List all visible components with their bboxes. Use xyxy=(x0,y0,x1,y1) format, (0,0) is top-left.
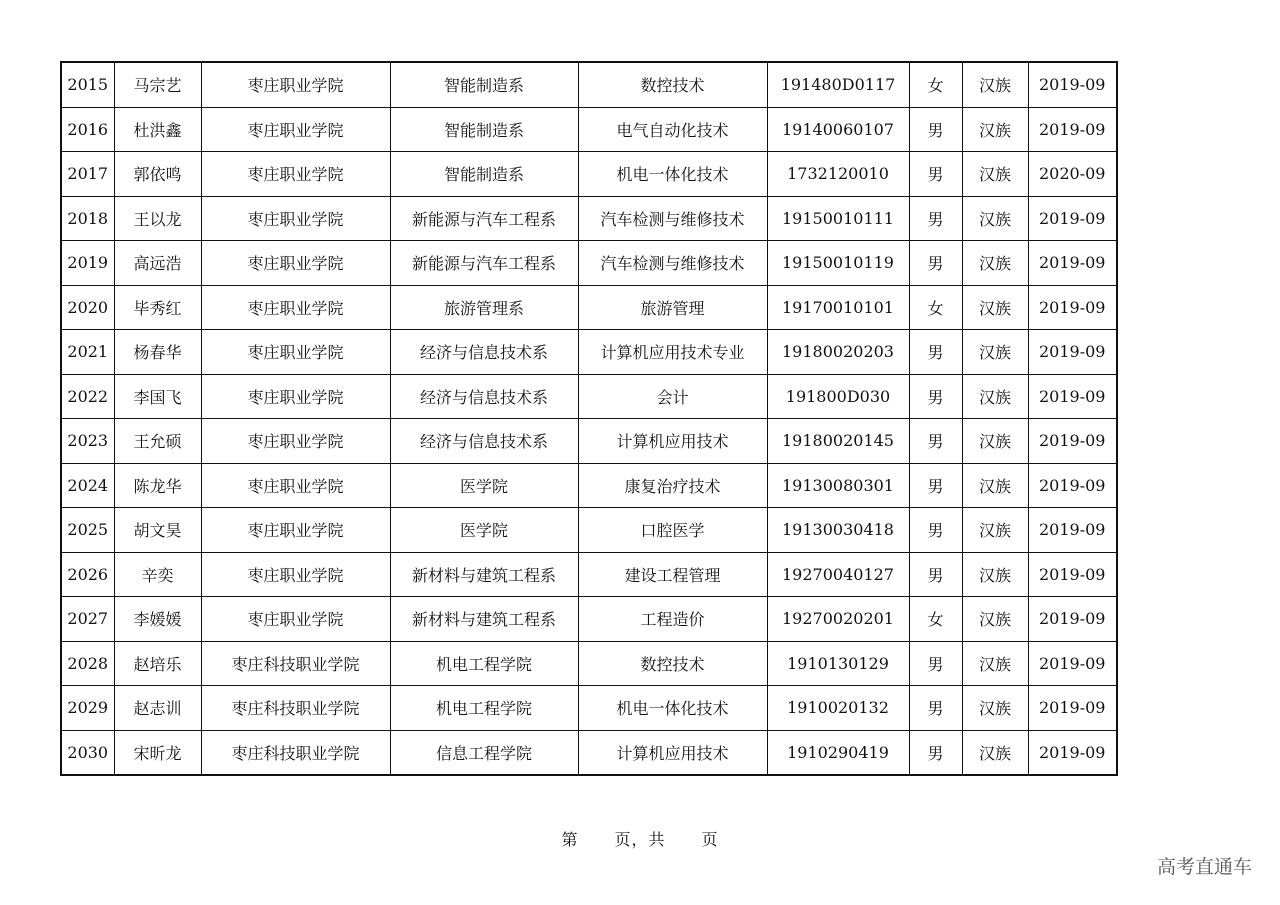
major-cell: 汽车检测与维修技术 xyxy=(578,241,767,286)
student-id-cell: 19170010101 xyxy=(767,285,909,330)
major-cell: 建设工程管理 xyxy=(578,552,767,597)
row-number-cell: 2019 xyxy=(61,241,114,286)
gender-cell: 男 xyxy=(909,463,962,508)
student-id-cell: 19180020203 xyxy=(767,330,909,375)
row-number-cell: 2025 xyxy=(61,508,114,553)
student-name-cell: 王以龙 xyxy=(114,196,201,241)
enrollment-date-cell: 2019-09 xyxy=(1028,419,1117,464)
major-cell: 汽车检测与维修技术 xyxy=(578,196,767,241)
school-cell: 枣庄职业学院 xyxy=(201,330,390,375)
table-row xyxy=(61,241,1117,286)
gender-cell: 男 xyxy=(909,196,962,241)
page-label-suffix: 页 xyxy=(701,830,719,849)
row-number-cell: 2015 xyxy=(61,62,114,107)
student-name-cell: 辛奕 xyxy=(114,552,201,597)
student-name-cell: 赵志训 xyxy=(114,686,201,731)
school-cell: 枣庄职业学院 xyxy=(201,374,390,419)
school-cell: 枣庄职业学院 xyxy=(201,196,390,241)
enrollment-date-cell: 2019-09 xyxy=(1028,374,1117,419)
department-cell: 经济与信息技术系 xyxy=(390,374,578,419)
ethnicity-cell: 汉族 xyxy=(962,597,1028,642)
row-number-cell: 2030 xyxy=(61,730,114,775)
school-cell: 枣庄职业学院 xyxy=(201,285,390,330)
student-id-cell: 19150010119 xyxy=(767,241,909,286)
school-cell: 枣庄职业学院 xyxy=(201,419,390,464)
gender-cell: 男 xyxy=(909,641,962,686)
student-id-cell: 19270020201 xyxy=(767,597,909,642)
student-name-cell: 宋昕龙 xyxy=(114,730,201,775)
table-row xyxy=(61,419,1117,464)
table-row xyxy=(61,686,1117,731)
major-cell: 机电一体化技术 xyxy=(578,152,767,197)
enrollment-date-cell: 2019-09 xyxy=(1028,597,1117,642)
row-number-cell: 2016 xyxy=(61,107,114,152)
ethnicity-cell: 汉族 xyxy=(962,196,1028,241)
major-cell: 机电一体化技术 xyxy=(578,686,767,731)
department-cell: 旅游管理系 xyxy=(390,285,578,330)
major-cell: 计算机应用技术专业 xyxy=(578,330,767,375)
student-id-cell: 191480D0117 xyxy=(767,62,909,107)
gender-cell: 男 xyxy=(909,552,962,597)
gender-cell: 男 xyxy=(909,419,962,464)
ethnicity-cell: 汉族 xyxy=(962,107,1028,152)
department-cell: 智能制造系 xyxy=(390,107,578,152)
department-cell: 医学院 xyxy=(390,508,578,553)
major-cell: 数控技术 xyxy=(578,62,767,107)
student-name-cell: 胡文昊 xyxy=(114,508,201,553)
student-name-cell: 杨春华 xyxy=(114,330,201,375)
row-number-cell: 2028 xyxy=(61,641,114,686)
table-row xyxy=(61,196,1117,241)
gender-cell: 男 xyxy=(909,730,962,775)
ethnicity-cell: 汉族 xyxy=(962,641,1028,686)
department-cell: 经济与信息技术系 xyxy=(390,330,578,375)
school-cell: 枣庄职业学院 xyxy=(201,152,390,197)
school-cell: 枣庄职业学院 xyxy=(201,597,390,642)
student-id-cell: 19140060107 xyxy=(767,107,909,152)
student-name-cell: 李媛媛 xyxy=(114,597,201,642)
major-cell: 数控技术 xyxy=(578,641,767,686)
enrollment-date-cell: 2019-09 xyxy=(1028,641,1117,686)
ethnicity-cell: 汉族 xyxy=(962,241,1028,286)
table-row xyxy=(61,597,1117,642)
row-number-cell: 2026 xyxy=(61,552,114,597)
department-cell: 新材料与建筑工程系 xyxy=(390,597,578,642)
student-name-cell: 李国飞 xyxy=(114,374,201,419)
table-row xyxy=(61,463,1117,508)
gender-cell: 男 xyxy=(909,374,962,419)
enrollment-date-cell: 2019-09 xyxy=(1028,241,1117,286)
student-name-cell: 高远浩 xyxy=(114,241,201,286)
school-cell: 枣庄职业学院 xyxy=(201,241,390,286)
gender-cell: 女 xyxy=(909,285,962,330)
row-number-cell: 2017 xyxy=(61,152,114,197)
enrollment-date-cell: 2020-09 xyxy=(1028,152,1117,197)
major-cell: 计算机应用技术 xyxy=(578,730,767,775)
row-number-cell: 2018 xyxy=(61,196,114,241)
student-name-cell: 郭依鸣 xyxy=(114,152,201,197)
gender-cell: 男 xyxy=(909,107,962,152)
student-id-cell: 19180020145 xyxy=(767,419,909,464)
enrollment-date-cell: 2019-09 xyxy=(1028,196,1117,241)
ethnicity-cell: 汉族 xyxy=(962,374,1028,419)
department-cell: 新能源与汽车工程系 xyxy=(390,241,578,286)
school-cell: 枣庄职业学院 xyxy=(201,508,390,553)
student-id-cell: 19130030418 xyxy=(767,508,909,553)
ethnicity-cell: 汉族 xyxy=(962,463,1028,508)
student-id-cell: 19270040127 xyxy=(767,552,909,597)
ethnicity-cell: 汉族 xyxy=(962,419,1028,464)
school-cell: 枣庄职业学院 xyxy=(201,463,390,508)
ethnicity-cell: 汉族 xyxy=(962,508,1028,553)
table-row xyxy=(61,285,1117,330)
school-cell: 枣庄职业学院 xyxy=(201,107,390,152)
major-cell: 旅游管理 xyxy=(578,285,767,330)
student-id-cell: 1910290419 xyxy=(767,730,909,775)
table-row xyxy=(61,552,1117,597)
watermark-text: 高考直通车 xyxy=(1156,856,1252,878)
enrollment-date-cell: 2019-09 xyxy=(1028,62,1117,107)
department-cell: 智能制造系 xyxy=(390,152,578,197)
ethnicity-cell: 汉族 xyxy=(962,152,1028,197)
department-cell: 新材料与建筑工程系 xyxy=(390,552,578,597)
student-name-cell: 杜洪鑫 xyxy=(114,107,201,152)
row-number-cell: 2023 xyxy=(61,419,114,464)
ethnicity-cell: 汉族 xyxy=(962,62,1028,107)
gender-cell: 男 xyxy=(909,508,962,553)
department-cell: 信息工程学院 xyxy=(390,730,578,775)
major-cell: 工程造价 xyxy=(578,597,767,642)
student-id-cell: 1910130129 xyxy=(767,641,909,686)
row-number-cell: 2020 xyxy=(61,285,114,330)
ethnicity-cell: 汉族 xyxy=(962,552,1028,597)
student-name-cell: 王允硕 xyxy=(114,419,201,464)
row-number-cell: 2022 xyxy=(61,374,114,419)
department-cell: 机电工程学院 xyxy=(390,686,578,731)
table-row xyxy=(61,508,1117,553)
table-row xyxy=(61,374,1117,419)
table-row xyxy=(61,107,1117,152)
roster-body xyxy=(61,62,1117,775)
department-cell: 智能制造系 xyxy=(390,62,578,107)
major-cell: 计算机应用技术 xyxy=(578,419,767,464)
gender-cell: 女 xyxy=(909,62,962,107)
student-roster-table xyxy=(60,61,1118,776)
department-cell: 经济与信息技术系 xyxy=(390,419,578,464)
enrollment-date-cell: 2019-09 xyxy=(1028,107,1117,152)
major-cell: 会计 xyxy=(578,374,767,419)
major-cell: 电气自动化技术 xyxy=(578,107,767,152)
ethnicity-cell: 汉族 xyxy=(962,686,1028,731)
enrollment-date-cell: 2019-09 xyxy=(1028,730,1117,775)
department-cell: 医学院 xyxy=(390,463,578,508)
row-number-cell: 2029 xyxy=(61,686,114,731)
student-name-cell: 陈龙华 xyxy=(114,463,201,508)
school-cell: 枣庄科技职业学院 xyxy=(201,730,390,775)
row-number-cell: 2024 xyxy=(61,463,114,508)
enrollment-date-cell: 2019-09 xyxy=(1028,508,1117,553)
school-cell: 枣庄科技职业学院 xyxy=(201,686,390,731)
student-id-cell: 1732120010 xyxy=(767,152,909,197)
school-cell: 枣庄科技职业学院 xyxy=(201,641,390,686)
table-row xyxy=(61,730,1117,775)
table-row xyxy=(61,641,1117,686)
table-row xyxy=(61,62,1117,107)
gender-cell: 男 xyxy=(909,241,962,286)
page-label-prefix: 第 xyxy=(561,830,579,849)
student-id-cell: 1910020132 xyxy=(767,686,909,731)
ethnicity-cell: 汉族 xyxy=(962,330,1028,375)
student-id-cell: 19150010111 xyxy=(767,196,909,241)
major-cell: 口腔医学 xyxy=(578,508,767,553)
row-number-cell: 2021 xyxy=(61,330,114,375)
school-cell: 枣庄职业学院 xyxy=(201,552,390,597)
row-number-cell: 2027 xyxy=(61,597,114,642)
enrollment-date-cell: 2019-09 xyxy=(1028,330,1117,375)
major-cell: 康复治疗技术 xyxy=(578,463,767,508)
student-name-cell: 赵培乐 xyxy=(114,641,201,686)
student-name-cell: 毕秀红 xyxy=(114,285,201,330)
department-cell: 新能源与汽车工程系 xyxy=(390,196,578,241)
enrollment-date-cell: 2019-09 xyxy=(1028,463,1117,508)
page-label-middle: 页，共 xyxy=(614,830,666,849)
department-cell: 机电工程学院 xyxy=(390,641,578,686)
ethnicity-cell: 汉族 xyxy=(962,730,1028,775)
table-row xyxy=(61,330,1117,375)
gender-cell: 男 xyxy=(909,686,962,731)
enrollment-date-cell: 2019-09 xyxy=(1028,285,1117,330)
page-footer xyxy=(0,827,1280,850)
gender-cell: 男 xyxy=(909,330,962,375)
enrollment-date-cell: 2019-09 xyxy=(1028,552,1117,597)
enrollment-date-cell: 2019-09 xyxy=(1028,686,1117,731)
table-row xyxy=(61,152,1117,197)
school-cell: 枣庄职业学院 xyxy=(201,62,390,107)
student-id-cell: 191800D030 xyxy=(767,374,909,419)
gender-cell: 男 xyxy=(909,152,962,197)
student-id-cell: 19130080301 xyxy=(767,463,909,508)
ethnicity-cell: 汉族 xyxy=(962,285,1028,330)
student-name-cell: 马宗艺 xyxy=(114,62,201,107)
gender-cell: 女 xyxy=(909,597,962,642)
